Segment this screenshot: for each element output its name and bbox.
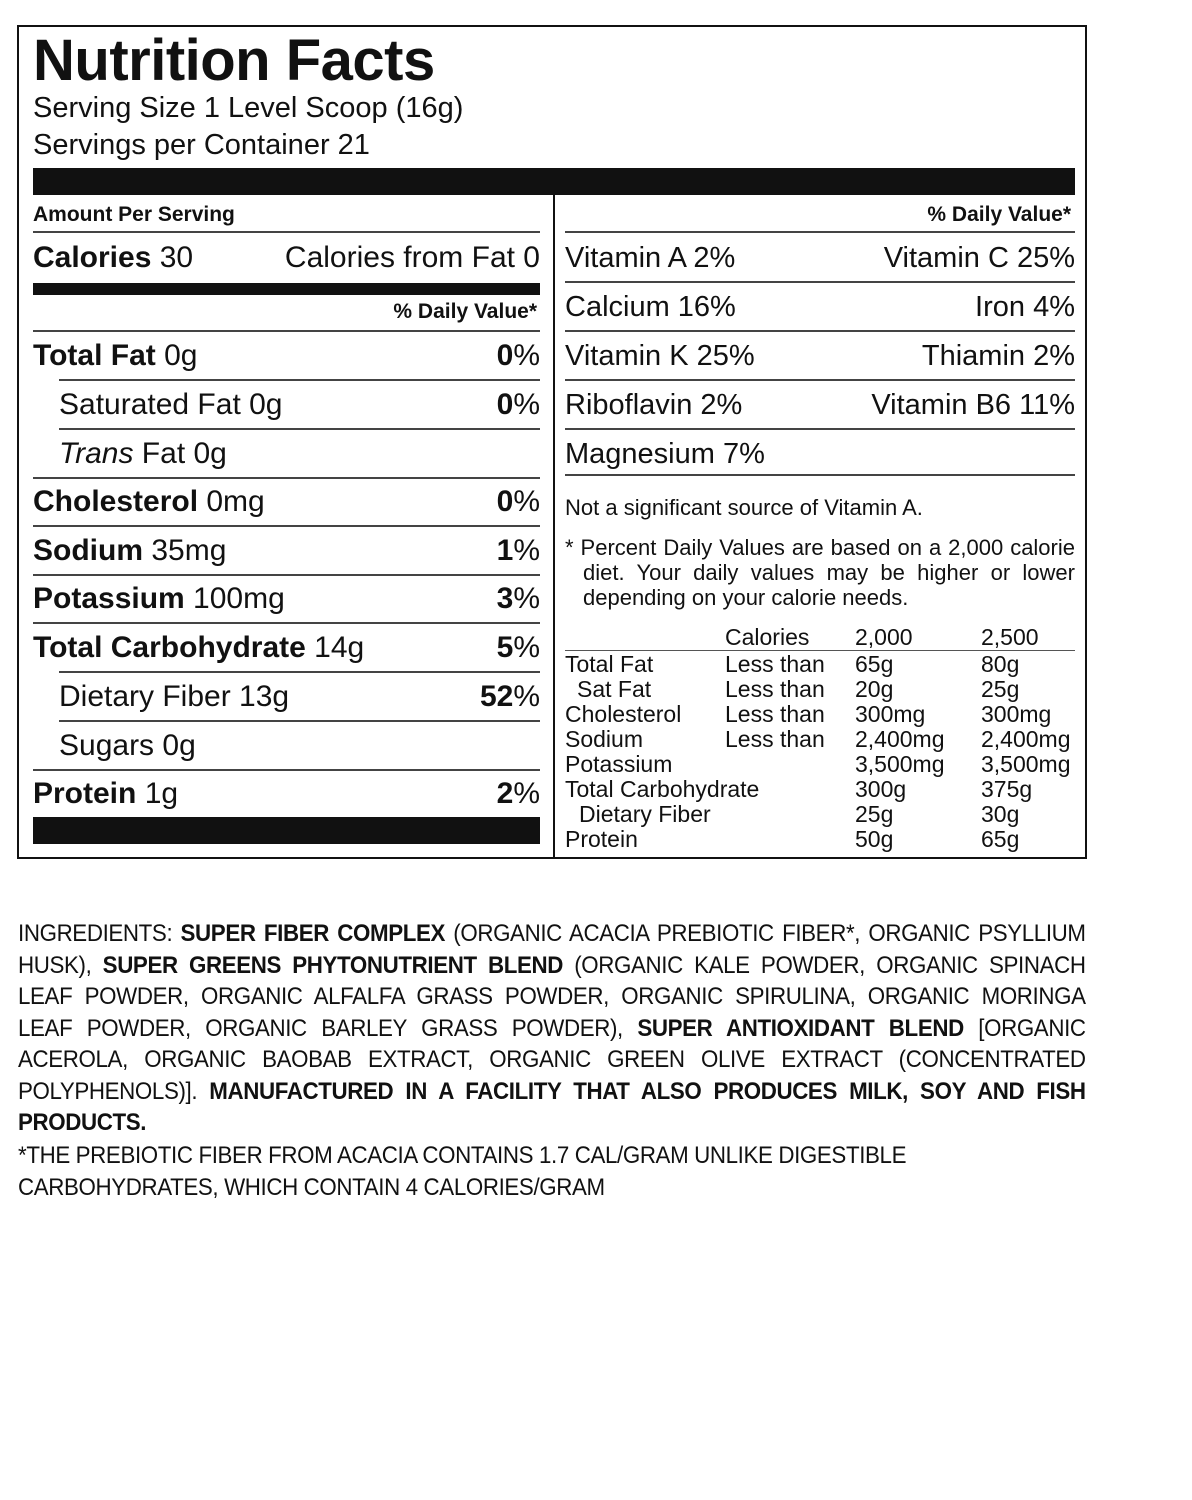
pct-sign: % <box>513 777 540 810</box>
ingredient-group-items: [ORGANIC ACEROLA, ORGANIC BAOBAB EXTRACT, ORGANIC GREEN OLIVE EXTRACT (CONCENTRATED POLYPHENOLS)]. <box>18 1014 1086 1105</box>
calories-thick-bar <box>33 283 540 295</box>
dv-header-cell: 2,000 <box>855 624 913 650</box>
dv-cell: 65g <box>981 826 1020 852</box>
rule <box>565 428 1075 430</box>
nutrient-name: Total Fat <box>33 339 156 372</box>
pct-sign: % <box>513 631 540 664</box>
vitamin-left: Calcium 16% <box>565 290 736 323</box>
rule <box>59 428 540 430</box>
dv-cell: Less than <box>725 676 825 702</box>
rule <box>565 474 1075 476</box>
dv-cell: Potassium <box>565 751 673 777</box>
ingredient-group-title: SUPER GREENS PHYTONUTRIENT BLEND <box>102 951 563 979</box>
calories-from-fat: Calories from Fat 0 <box>284 241 540 274</box>
calories-row <box>33 235 540 281</box>
ingredients-lead: INGREDIENTS: <box>18 920 181 947</box>
dv-cell: 65g <box>855 651 894 677</box>
vitamin-row <box>565 333 1075 379</box>
vitamin-row <box>565 284 1075 330</box>
dv-cell: 300g <box>855 776 907 802</box>
dv-table-row <box>565 702 1075 727</box>
bottom-thick-bar <box>33 817 540 844</box>
dv-cell: 25g <box>855 801 894 827</box>
nutrient-row-trans-fat <box>59 431 540 477</box>
nutrient-dv: 1 <box>496 534 514 567</box>
nutrient-name: Total Carbohydrate <box>33 631 306 664</box>
rule <box>33 525 540 527</box>
nutrient-dv: 0 <box>496 388 514 421</box>
nutrient-amount: 14g <box>305 631 365 664</box>
vitamin-left: Riboflavin 2% <box>565 388 743 421</box>
ingredient-group-items: (ORGANIC ACACIA PREBIOTIC FIBER*, ORGANIC PSYLLIUM HUSK), <box>18 920 1086 979</box>
dv-header-cell: 2,500 <box>981 624 1039 650</box>
nutrient-dv: 52 <box>479 680 514 713</box>
serving-size: Serving Size 1 Level Scoop (16g) <box>33 92 464 124</box>
dv-table-row <box>565 777 1075 802</box>
vitamin-row <box>565 382 1075 428</box>
nutrition-facts-panel <box>17 25 1087 859</box>
dv-cell: 20g <box>855 676 894 702</box>
dv-table-row <box>565 827 1075 852</box>
rule <box>59 720 540 722</box>
vitamin-right: Vitamin B6 11% <box>871 388 1075 421</box>
dv-table-row <box>565 677 1075 702</box>
dv-header-cell: Calories <box>725 624 810 650</box>
label-title: Nutrition Facts <box>33 28 435 93</box>
nutrient-row-protein <box>33 771 540 817</box>
nutrient-dv: 3 <box>496 582 514 615</box>
dv-cell: 80g <box>981 651 1020 677</box>
nutrient-row-cholesterol <box>33 479 540 525</box>
ingredients-text <box>18 918 1086 1139</box>
dv-cell: Sodium <box>565 726 643 752</box>
pct-sign: % <box>513 485 540 518</box>
nutrient-name: Cholesterol <box>33 485 199 518</box>
daily-values-table <box>565 625 1075 852</box>
nutrient-row-sugars <box>59 723 540 769</box>
dv-cell: Less than <box>725 701 825 727</box>
pct-sign: % <box>513 680 540 713</box>
dv-cell: 25g <box>981 676 1020 702</box>
rule <box>33 622 540 624</box>
rule <box>565 650 1075 651</box>
dv-cell: 50g <box>855 826 894 852</box>
vitamin-row <box>565 235 1075 281</box>
vitamin-right: Iron 4% <box>975 290 1075 323</box>
dv-cell: 3,500mg <box>855 751 945 777</box>
pct-sign: % <box>513 582 540 615</box>
dv-cell: Dietary Fiber <box>579 801 711 827</box>
pct-sign: % <box>513 534 540 567</box>
nutrient-name: Saturated Fat 0g <box>59 388 283 421</box>
vitamin-right: Vitamin C 25% <box>883 241 1075 274</box>
nutrient-name: Protein <box>33 777 137 810</box>
nutrient-amount: 0g <box>155 339 198 372</box>
calories-value: 30 <box>151 241 194 274</box>
vitamin-left: Vitamin K 25% <box>565 339 755 372</box>
dv-cell: Sat Fat <box>577 676 652 702</box>
rule <box>59 671 540 673</box>
daily-value-header-left: % Daily Value* <box>393 300 537 323</box>
not-significant-note: Not a significant source of Vitamin A. <box>565 495 923 520</box>
dv-cell: 300mg <box>981 701 1052 727</box>
nutrient-name: Fat 0g <box>133 437 227 470</box>
dv-cell: 2,400mg <box>981 726 1071 752</box>
nutrient-row-dietary-fiber <box>59 674 540 720</box>
nutrient-row-sodium <box>33 528 540 574</box>
dv-cell: 30g <box>981 801 1020 827</box>
nutrient-name: Sodium <box>33 534 143 567</box>
dv-cell: Total Carbohydrate <box>565 776 760 802</box>
daily-value-header-right: % Daily Value* <box>927 203 1071 226</box>
nutrient-dv: 5 <box>496 631 514 664</box>
nutrient-dv: 0 <box>496 339 514 372</box>
ingredient-group-title: SUPER ANTIOXIDANT BLEND <box>637 1014 964 1042</box>
ingredient-group-items: (ORGANIC KALE POWDER, ORGANIC SPINACH LEAF POWDER, ORGANIC ALFALFA GRASS POWDER, ORGANIC SPIRULINA, ORGANIC MORINGA LEAF POWDER, ORGANIC BARLEY GRASS POWDER), <box>18 951 1086 1042</box>
dv-cell: Protein <box>565 826 638 852</box>
nutrient-row-total-fat <box>33 333 540 379</box>
pct-sign: % <box>513 388 540 421</box>
dv-cell: Less than <box>725 651 825 677</box>
vitamin-left: Magnesium 7% <box>565 437 765 470</box>
dv-table-row <box>565 802 1075 827</box>
nutrient-name: Sugars 0g <box>59 729 196 762</box>
pct-sign: % <box>513 339 540 372</box>
rule <box>565 379 1075 381</box>
nutrient-dv: 0 <box>496 485 514 518</box>
acacia-footnote: *THE PREBIOTIC FIBER FROM ACACIA CONTAINS 1.7 CAL/GRAM UNLIKE DIGESTIBLE CARBOHYDRATES, WHICH CONTAIN 4 CALORIES/GRAM <box>18 1142 907 1201</box>
dv-cell: 300mg <box>855 701 926 727</box>
daily-value-footnote: * Percent Daily Values are based on a 2,000 calorie diet. Your daily values may be higher or lower depending on your calorie needs. <box>565 535 1075 610</box>
dv-cell: Cholesterol <box>565 701 682 727</box>
rule <box>565 281 1075 283</box>
nutrient-dv: 2 <box>496 777 514 810</box>
dv-table-header <box>565 625 1075 652</box>
dv-cell <box>725 827 855 852</box>
dv-table-row <box>565 727 1075 752</box>
vitamin-left: Vitamin A 2% <box>565 241 736 274</box>
servings-per-container: Servings per Container 21 <box>33 129 370 161</box>
nutrient-row-total-carbohydrate <box>33 625 540 671</box>
dv-cell <box>725 777 855 802</box>
nutrient-amount: 0mg <box>198 485 265 518</box>
dv-cell <box>725 802 855 827</box>
dv-cell: Less than <box>725 726 825 752</box>
nutrient-name: Potassium <box>33 582 185 615</box>
rule <box>59 379 540 381</box>
rule <box>33 231 540 233</box>
trans-italic: Trans <box>59 437 134 470</box>
nutrient-name: Dietary Fiber 13g <box>59 680 290 713</box>
dv-header-cell <box>565 625 725 652</box>
dv-cell: Total Fat <box>565 651 654 677</box>
rule <box>33 330 540 332</box>
allergen-statement: MANUFACTURED IN A FACILITY THAT ALSO PRODUCES MILK, SOY AND FISH PRODUCTS. <box>18 1077 1086 1136</box>
dv-cell <box>725 752 855 777</box>
nutrient-amount: 100mg <box>184 582 285 615</box>
top-thick-bar <box>33 168 1075 195</box>
vitamin-row <box>565 431 1075 477</box>
dv-cell: 2,400mg <box>855 726 945 752</box>
rule <box>565 231 1075 233</box>
calories-label: Calories <box>33 241 152 274</box>
dv-cell: 3,500mg <box>981 751 1071 777</box>
dv-table-row <box>565 652 1075 677</box>
nutrient-row-saturated-fat <box>59 382 540 428</box>
amount-per-serving: Amount Per Serving <box>33 203 235 226</box>
nutrient-amount: 1g <box>136 777 179 810</box>
ingredient-group-title: SUPER FIBER COMPLEX <box>180 920 446 947</box>
column-divider <box>553 195 555 859</box>
dv-cell: 375g <box>981 776 1033 802</box>
rule <box>565 330 1075 332</box>
dv-table-row <box>565 752 1075 777</box>
nutrient-amount: 35mg <box>143 534 227 567</box>
nutrient-row-potassium <box>33 576 540 622</box>
vitamin-right: Thiamin 2% <box>921 339 1075 372</box>
